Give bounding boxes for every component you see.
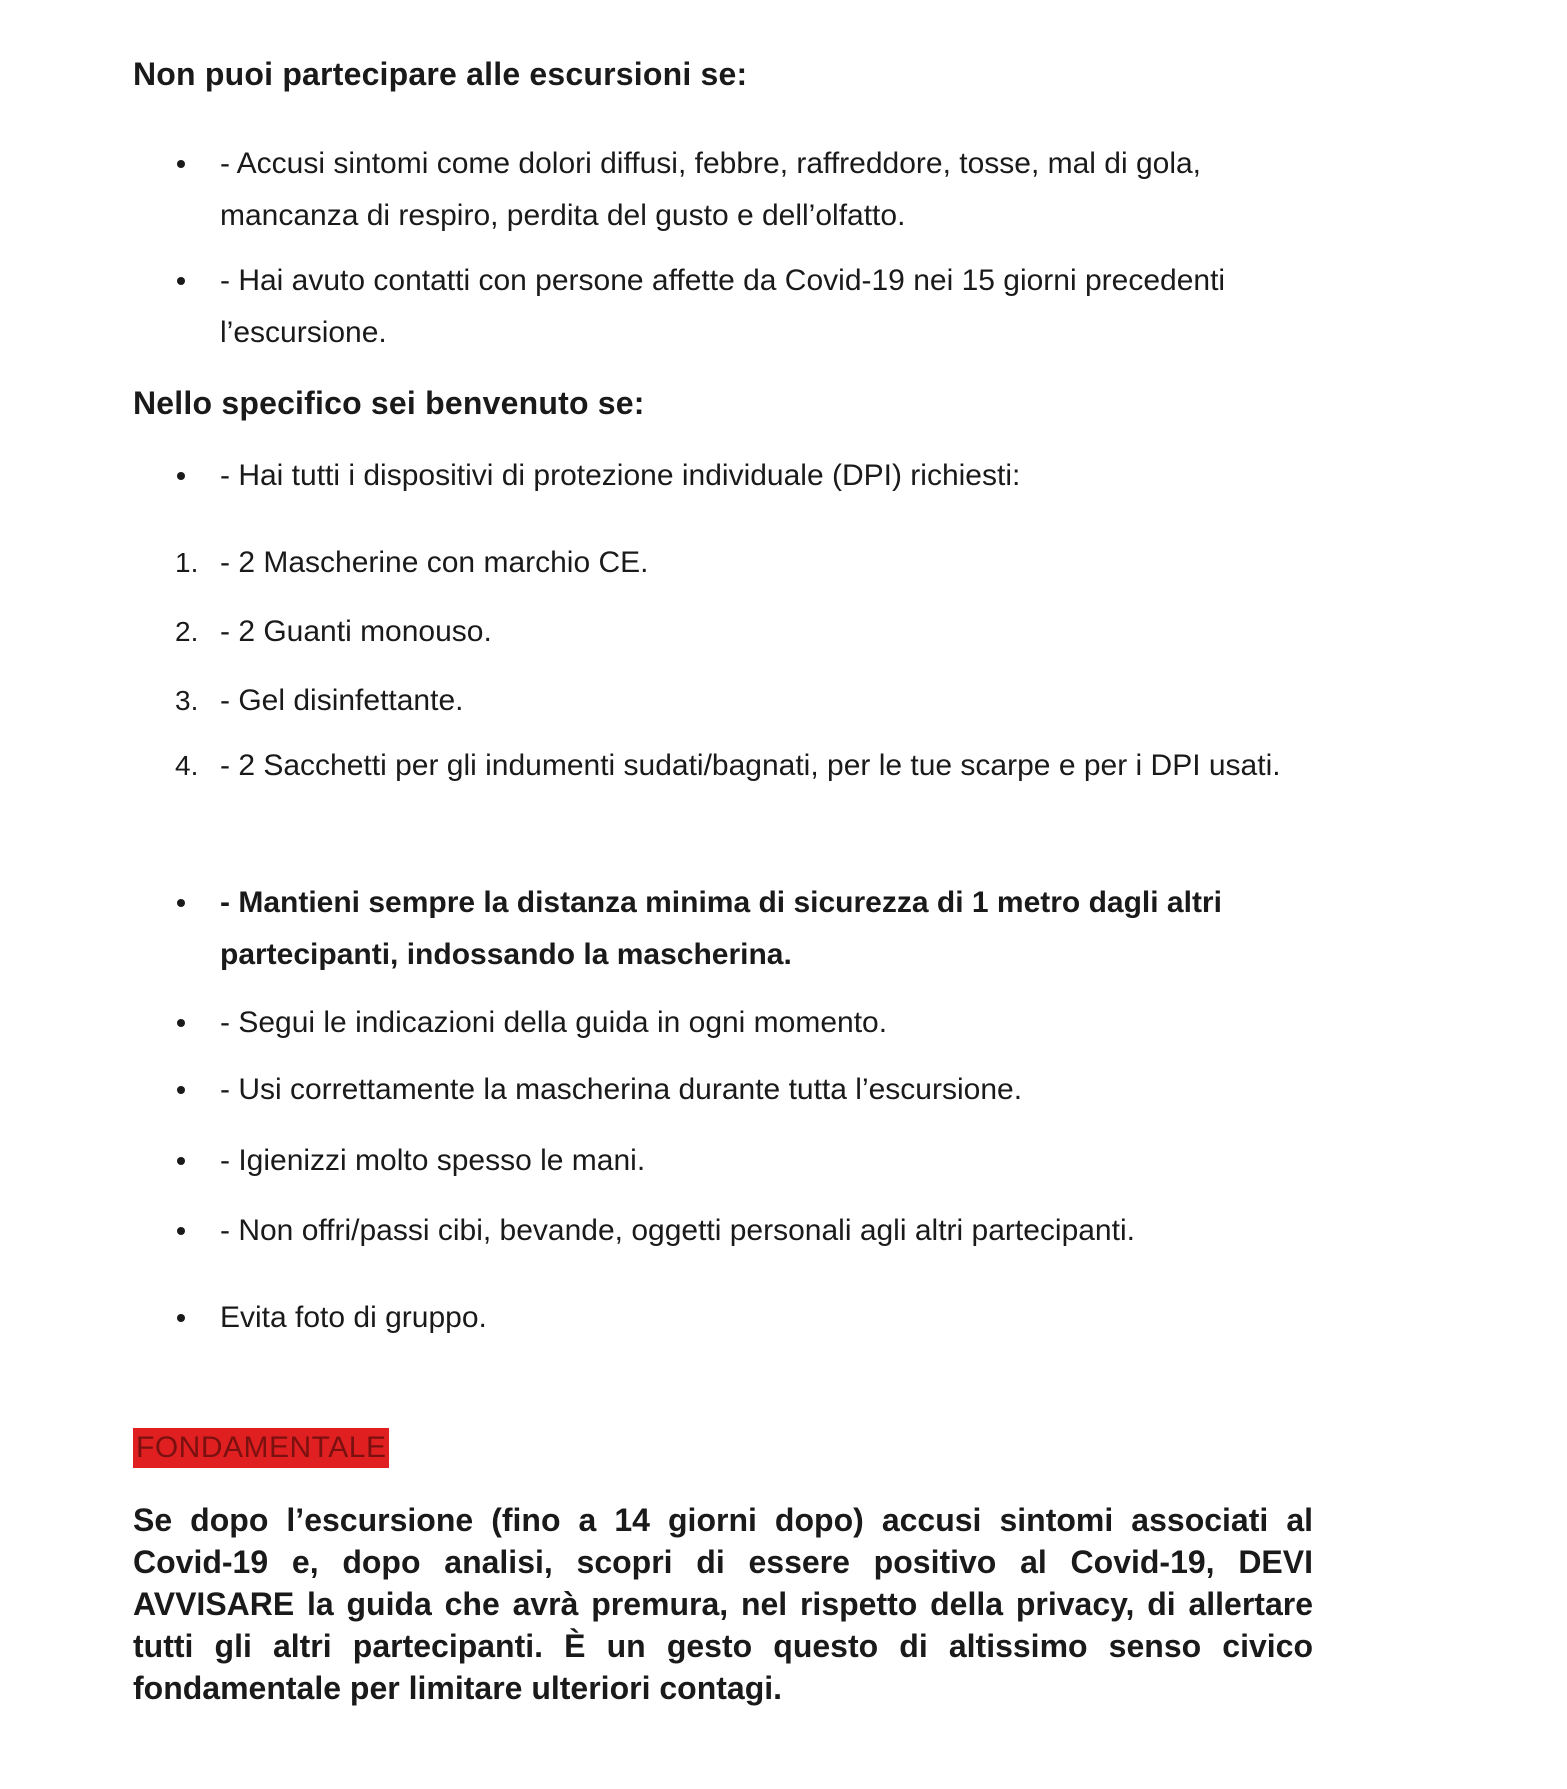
section-heading-exclusions: Non puoi partecipare alle escursioni se: — [133, 56, 748, 92]
numbered-item — [175, 606, 1315, 658]
list-item-text: - Hai tutti i dispositivi di protezione individuale (DPI) richiesti: — [220, 459, 1021, 492]
final-notice: Se dopo l’escursione (fino a 14 giorni dopo) accusi sintomi associati al Covid-19 e, dopo analisi, scopri di essere positivo al Covid-19, DEVI AVVISARE la guida che avrà premura, nel rispetto della privacy, di allertare tutti gli altri partecipanti. È un gesto questo di altissimo senso civico fondamentale per limitare ulteriori contagi. — [133, 1502, 1313, 1706]
list-item-text: Evita foto di gruppo. — [220, 1301, 487, 1334]
list-item — [175, 1135, 1315, 1187]
list-item — [175, 1205, 1315, 1257]
list-item-text: - Usi correttamente la mascherina durante tutta l’escursione. — [220, 1073, 1023, 1106]
list-item — [175, 877, 1315, 981]
list-item — [175, 1292, 1315, 1344]
numbered-item-text: - 2 Sacchetti per gli indumenti sudati/bagnati, per le tue scarpe e per i DPI usati. — [220, 749, 1281, 782]
item-number: 3. — [175, 685, 199, 716]
list-item-text: - Non offri/passi cibi, bevande, oggetti personali agli altri partecipanti. — [220, 1214, 1135, 1247]
item-number: 1. — [175, 547, 199, 578]
numbered-item — [175, 740, 1315, 792]
item-number: 4. — [175, 750, 199, 781]
list-item-text: - Hai avuto contatti con persone affette da Covid-19 nei 15 giorni precedenti l’escursione. — [220, 264, 1226, 349]
list-item — [175, 255, 1315, 359]
list-item — [175, 997, 1315, 1049]
list-item — [175, 1064, 1315, 1116]
item-number: 2. — [175, 616, 199, 647]
numbered-item — [175, 537, 1315, 589]
section-heading-welcome: Nello specifico sei benvenuto se: — [133, 385, 645, 421]
list-item-text: - Mantieni sempre la distanza minima di sicurezza di 1 metro dagli altri partecipanti, indossando la mascherina. — [220, 886, 1222, 971]
numbered-item-text: - Gel disinfettante. — [220, 684, 464, 717]
numbered-item-text: - 2 Guanti monouso. — [220, 615, 492, 648]
list-item — [175, 450, 1315, 502]
list-item-text: - Segui le indicazioni della guida in ogni momento. — [220, 1006, 888, 1039]
list-item-text: - Accusi sintomi come dolori diffusi, febbre, raffreddore, tosse, mal di gola, mancanza di respiro, perdita del gusto e dell’olfatto. — [220, 147, 1202, 232]
numbered-item-text: - 2 Mascherine con marchio CE. — [220, 546, 649, 579]
list-item — [175, 138, 1315, 242]
numbered-item — [175, 675, 1315, 727]
highlight-label: FONDAMENTALE — [133, 1428, 389, 1468]
list-item-text: - Igienizzi molto spesso le mani. — [220, 1144, 646, 1177]
